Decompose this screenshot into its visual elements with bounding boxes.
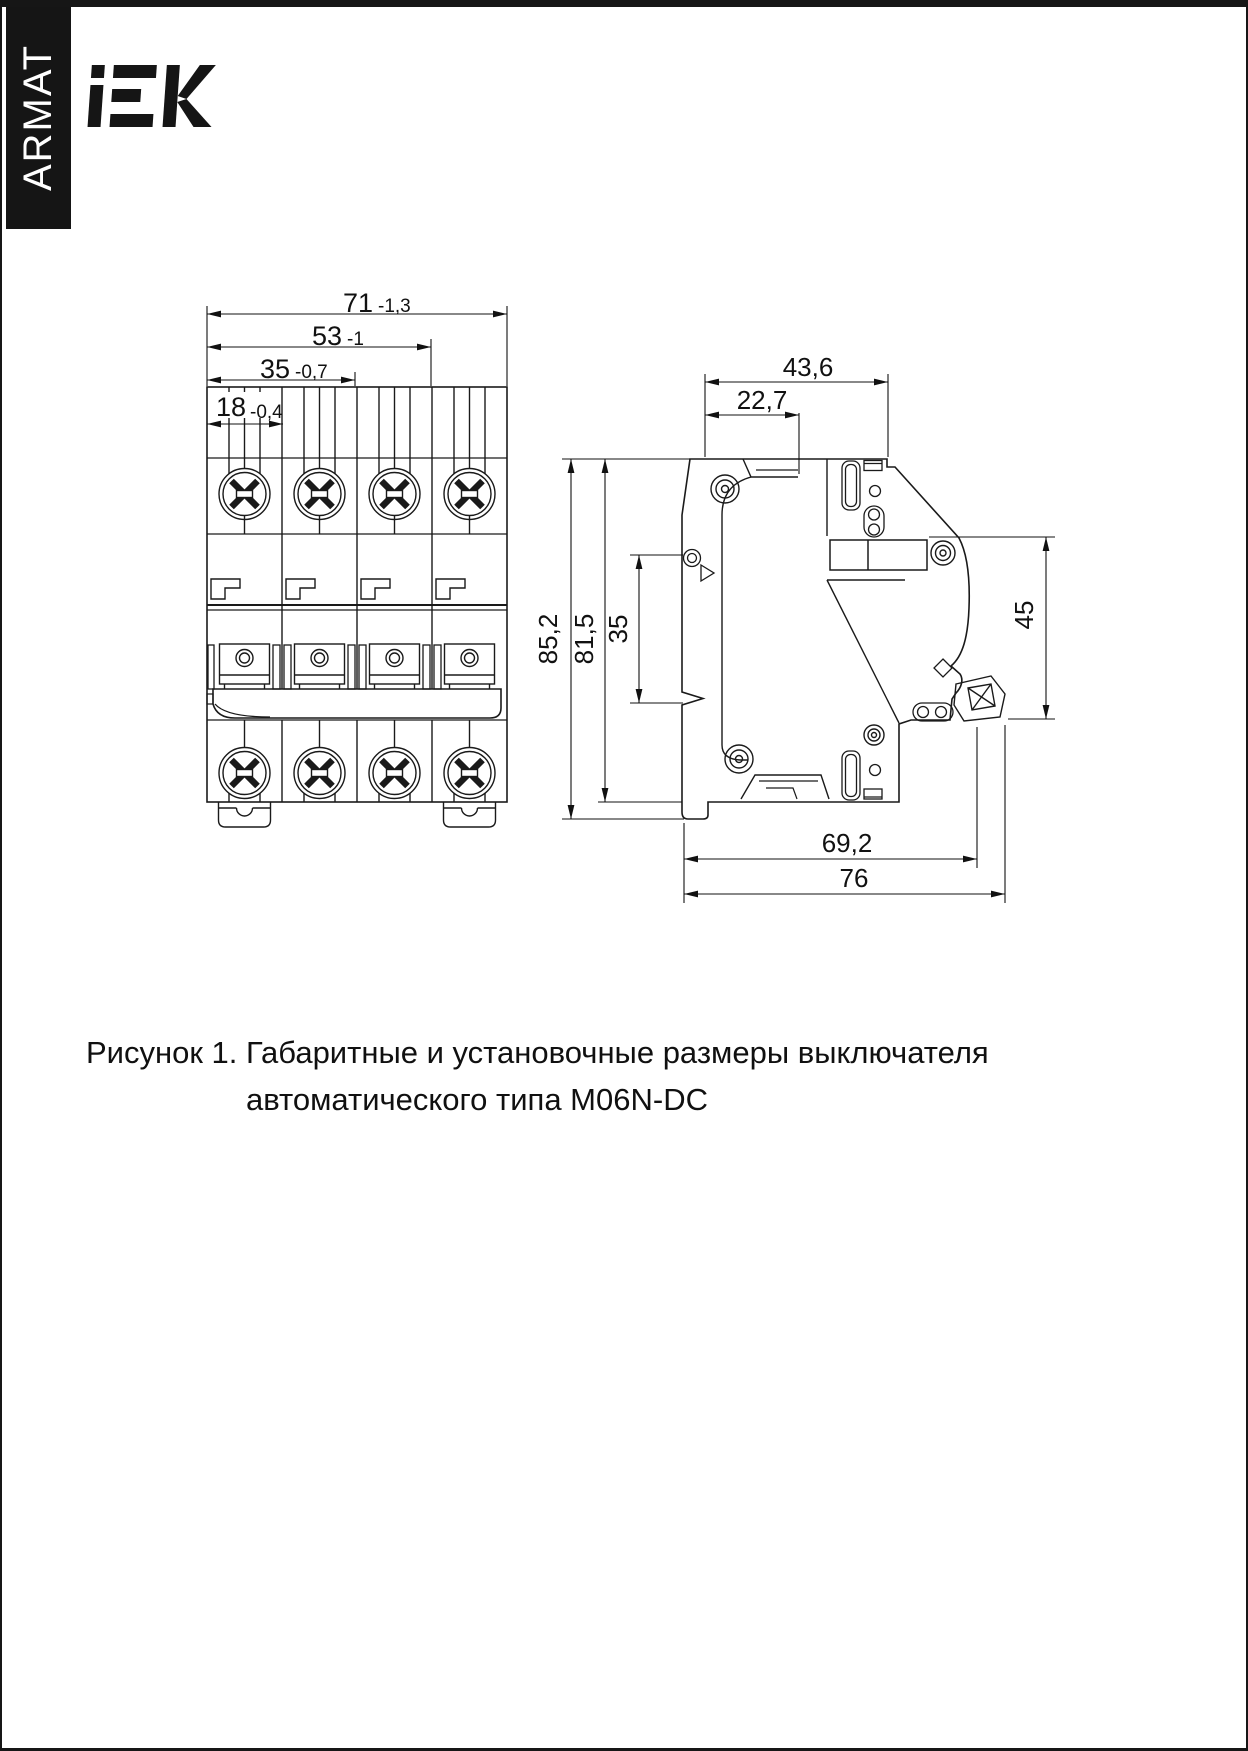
iek-logo-e-top — [113, 65, 157, 78]
dim-height-body — [569, 459, 605, 802]
dim-width-2p-tol: -0,7 — [295, 362, 328, 383]
dim-depth-total — [684, 863, 1005, 894]
front-latch-pawl — [684, 550, 715, 582]
dim-width-1p — [207, 392, 283, 424]
toggle-handle-side — [830, 540, 927, 570]
dim-height-front-value: 45 — [1009, 600, 1039, 630]
figure-caption-line-1: Рисунок 1. Габаритные и установочные размеры выключателя — [86, 1035, 989, 1070]
din-rail-clip — [954, 676, 1005, 721]
dim-depth-handle — [705, 385, 804, 415]
dim-height-body-value: 81,5 — [569, 613, 599, 665]
brand-banner-label: ARMAT — [16, 44, 60, 192]
dim-depth-lower — [684, 828, 977, 859]
dim-width-total — [207, 288, 507, 318]
iek-logo-i-stem — [88, 85, 104, 127]
dim-depth-total-value: 76 — [839, 863, 869, 893]
iek-logo-e-mid — [111, 89, 141, 102]
dim-height-total-value: 85,2 — [533, 613, 563, 665]
iek-logo-i-dot — [91, 65, 105, 78]
dim-width-2p-value: 35 — [259, 354, 290, 384]
dim-width-3p — [207, 321, 431, 351]
dim-depth-top — [705, 352, 888, 382]
iek-logo-k-stem — [163, 65, 180, 127]
front-view-drawing — [167, 247, 547, 847]
din-mount-details — [842, 461, 953, 801]
breaker-body-side — [682, 459, 969, 819]
square-shaft-hole — [934, 659, 952, 677]
dim-depth-top-value: 43,6 — [782, 352, 834, 382]
dim-depth-handle-value: 22,7 — [736, 385, 788, 415]
dim-width-total-value: 71 — [342, 288, 373, 318]
dim-height-front — [1009, 537, 1046, 719]
dim-width-total-tol: -1,3 — [378, 296, 411, 317]
figure-caption-line-2: автоматического типа M06N-DC — [246, 1082, 708, 1117]
iek-logo — [88, 63, 214, 129]
din-rail-jaw — [741, 775, 829, 799]
iek-logo-e-bottom — [110, 114, 154, 127]
dim-width-1p-value: 18 — [215, 392, 246, 422]
iek-logo-k-upper-arm — [177, 65, 215, 99]
dim-width-3p-value: 53 — [311, 321, 342, 351]
case-rivets — [711, 475, 955, 773]
dim-din-rail — [603, 555, 639, 703]
dim-height-total — [533, 459, 571, 819]
dim-depth-lower-value: 69,2 — [821, 828, 873, 858]
dim-width-1p-tol: -0,4 — [250, 402, 283, 423]
toggle-tie-bar — [207, 689, 501, 718]
brand-banner — [6, 7, 71, 229]
iek-logo-k-lower-arm — [176, 99, 214, 127]
dim-width-2p — [207, 354, 355, 384]
dim-din-rail-value: 35 — [603, 614, 633, 644]
side-view-drawing — [532, 277, 1092, 937]
dim-width-3p-tol: -1 — [347, 329, 364, 350]
handle-lock-tabs — [211, 579, 465, 599]
figure-caption — [86, 1029, 1026, 1123]
mounting-feet — [219, 802, 496, 827]
